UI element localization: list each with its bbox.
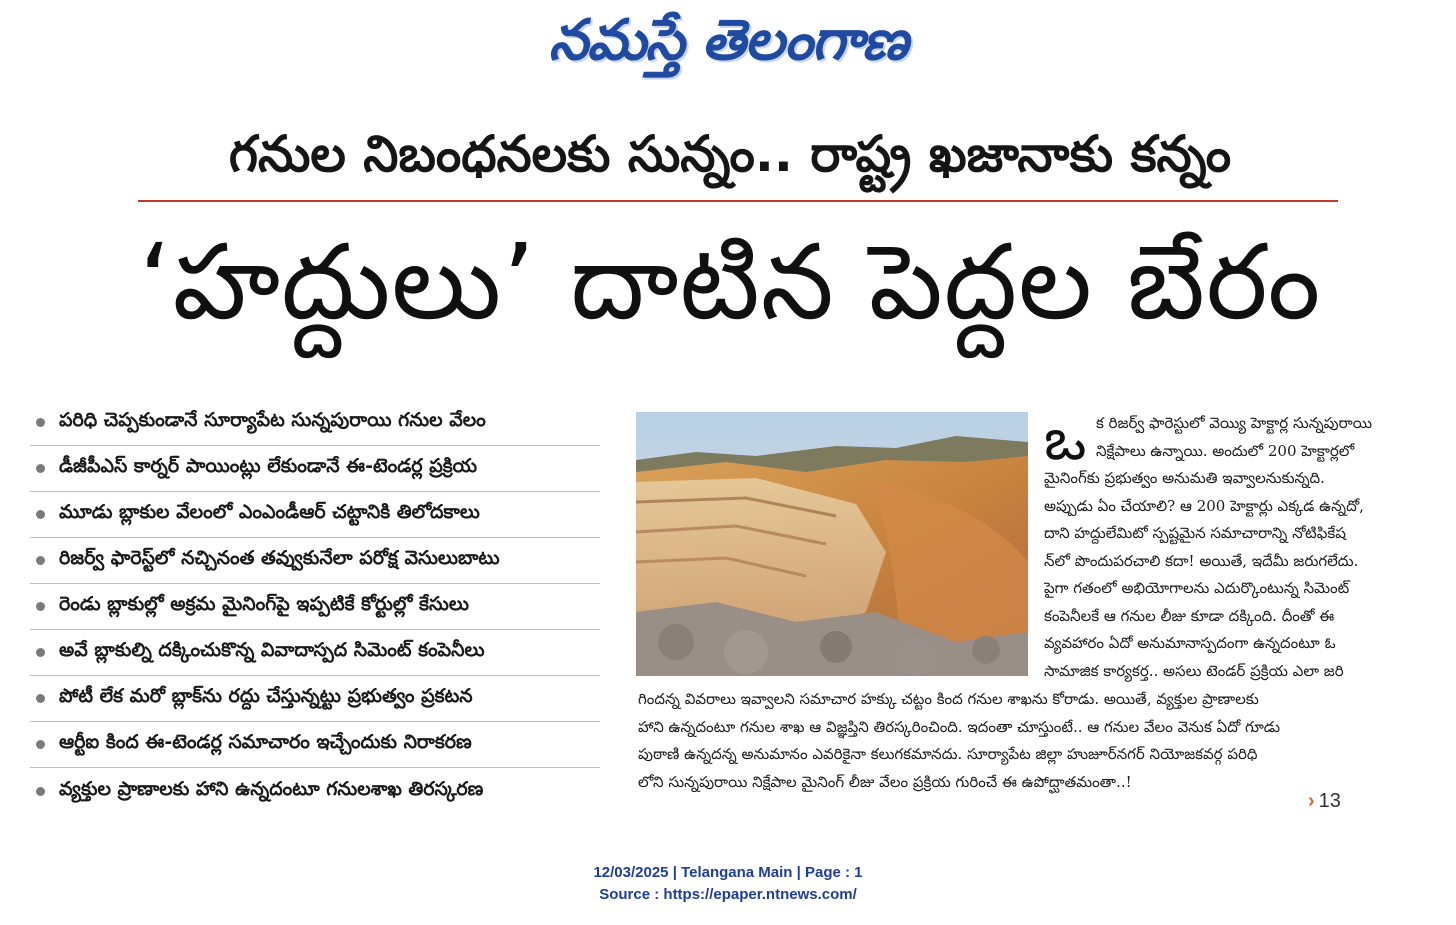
article-line: న్‌లో పొందుపరచాలి కదా! అయితే, ఇదేమీ జరుగలేదు. [1044,551,1359,570]
bullet-dot-icon [36,648,45,657]
chevron-right-icon: › [1308,790,1315,812]
article-line: అప్పుడు ఏం చేయాలి? ఆ 200 హెక్టార్లు ఎక్కడ ఉన్నదో, [1044,496,1364,515]
highlights-list [30,400,600,814]
bullet-dot-icon [36,740,45,749]
jump-page-number: 13 [1318,790,1341,812]
footer-source-link[interactable]: Source : https://epaper.ntnews.com/ [599,886,857,903]
article-line: పుఠాణి ఉన్నదన్న అనుమానం ఎవరికైనా కలుగకమానదు. సూర్యాపేట జిల్లా హుజూర్‌నగర్ నియోజకవర్గ పరిధి [638,745,1258,763]
bullet-dot-icon [36,556,45,565]
highlight-text: ఆర్టీఐ కింద ఈ-టెండర్ల సమాచారం ఇచ్చేందుకు నిరాకరణ [59,731,472,753]
article-line: గిందన్న వివరాలు ఇవ్వాలని సమాచార హక్కు చట్టం కింద గనుల శాఖను కోరాడు. అయితే, వ్యక్తుల ప్రాణాలకు [638,690,1259,708]
article-dropcap: ఒ [1044,405,1087,473]
bullet-dot-icon [36,694,45,703]
article-line: సామాజిక కార్యకర్త.. అసలు టెండర్ ప్రక్రియ ఎలా జరి [1044,661,1344,680]
kicker-divider [138,200,1338,202]
article-line: హాని ఉన్నదంటూ గనుల శాఖ ఆ విజ్ఞప్తిని తిరస్కరించింది. ఇదంతా చూస్తుంటే.. ఆ గనుల వేలం వెనుక ఏదో గూడు [638,717,1281,736]
highlight-text: డీజీపీఎస్ కార్నర్ పాయింట్లు లేకుండానే ఈ-టెండర్ల ప్రక్రియ [59,455,478,477]
highlight-text: రిజర్వ్ ఫారెస్ట్‌లో నచ్చినంత తవ్వుకునేలా పరోక్ష వెసులుబాటు [59,547,500,569]
highlight-item [30,722,600,768]
masthead-logo: నమస్తే తెలంగాణ [548,8,908,73]
main-headline: ‘హద్దులు’ దాటిన పెద్దల బేరం [138,221,1322,343]
quarry-photo [636,412,1028,676]
highlight-text: రెండు బ్లాకుల్లో అక్రమ మైనింగ్‌పై ఇప్పటికే కోర్టుల్లో కేసులు [59,593,469,615]
article-line: మైనింగ్‌కు ప్రభుత్వం అనుమతి ఇవ్వాలనుకున్నది. [1044,469,1325,487]
bullet-dot-icon [36,787,45,796]
bullet-dot-icon [36,510,45,519]
highlight-item [30,446,600,492]
quarry-photo-image [636,412,1028,676]
highlight-text: వ్యక్తుల ప్రాణాలకు హాని ఉన్నదంటూ గనులశాఖ తిరస్కరణ [59,777,484,800]
highlight-item [30,768,600,814]
highlight-item [30,584,600,630]
bullet-dot-icon [36,464,45,473]
highlight-text: పరిధి చెప్పకుండానే సూర్యాపేట సున్నపురాయి గనుల వేలం [59,409,486,431]
continued-on-page [1308,790,1341,813]
article-line: లోని సున్నపురాయి నిక్షేపాల మైనింగ్ లీజు వేలం ప్రక్రియ గురించే ఈ ఉపోద్ఘాతమంతా..! [638,772,1132,791]
bullet-dot-icon [36,602,45,611]
bullet-dot-icon [36,418,45,427]
highlight-item [30,492,600,538]
article-line: పైగా గతంలో అభియోగాలను ఎదుర్కొంటున్న సిమెంట్ [1044,579,1350,597]
article-body-bottom [638,686,1450,796]
footer-edition-info: 12/03/2025 | Telangana Main | Page : 1 [593,864,863,881]
article-line: కంపెనీలకే ఆ గనుల లీజు కూడా దక్కింది. దీంతో ఈ [1044,606,1335,625]
highlight-item [30,676,600,722]
article-line: దాని హద్దులేమిటో స్పష్టమైన సమాచారాన్ని నోటిఫికేష [1044,524,1346,542]
highlight-item [30,630,600,676]
article-body-right [1044,405,1450,685]
highlight-item [30,400,600,446]
article-line: నిక్షేపాలు ఉన్నాయి. అందులో 200 హెక్టార్లలో [1096,441,1355,460]
highlight-text: మూడు బ్లాకుల వేలంలో ఎంఎండీఆర్ చట్టానికి తిలోదకాలు [59,501,480,523]
article-line: వ్యవహారం ఏదో అనుమానాస్పదంగా ఉన్నదంటూ ఓ [1044,634,1336,652]
kicker-headline: గనుల నిబంధనలకు సున్నం.. రాష్ట్ర ఖజానాకు కన్నం [228,125,1232,183]
article-line: క రిజర్వ్ ఫారెస్టులో వెయ్యి హెక్టార్ల సున్నపురాయి [1096,414,1372,432]
page-footer [0,862,1456,906]
highlight-text: పోటీ లేక మరో బ్లాక్‌ను రద్దు చేస్తున్నట్టు ప్రభుత్వం ప్రకటన [59,685,473,707]
highlight-text: అవే బ్లాకుల్ని దక్కించుకొన్న వివాదాస్పద సిమెంట్ కంపెనీలు [59,639,485,661]
highlight-item [30,538,600,584]
